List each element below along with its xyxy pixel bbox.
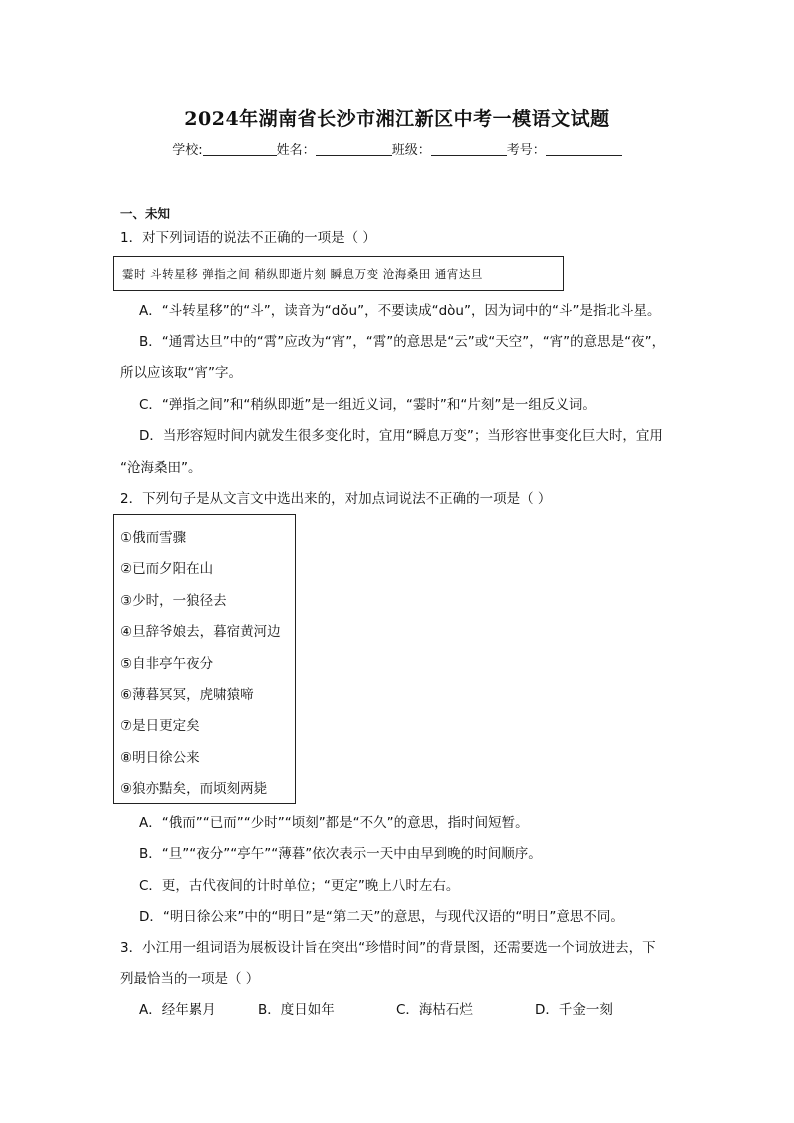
q1-word-list: 霎时 斗转星移 弹指之间 稍纵即逝片刻 瞬息万变 沧海桑田 通宵达旦	[122, 267, 483, 281]
q2-option-b[interactable]: B．“旦”“夜分”“亭午”“薄暮”依次表示一天中由早到晚的时间顺序。	[139, 846, 542, 862]
q2-sentence: ①俄而雪骤	[120, 530, 187, 546]
q1-option-c[interactable]: C．“弹指之间”和“稍纵即逝”是一组近义词，“霎时”和“片刻”是一组反义词。	[139, 397, 596, 413]
q2-sentence: ⑨狼亦黠矣，而顷刻两毙	[120, 781, 268, 797]
section-heading: 一、未知	[120, 206, 171, 221]
school-label: 学校:	[172, 143, 203, 158]
q2-sentence: ⑥薄暮冥冥，虎啸猿啼	[120, 687, 254, 703]
q2-sentence: ④旦辞爷娘去，暮宿黄河边	[120, 624, 281, 640]
q1-option-a[interactable]: A．“斗转星移”的“斗”，读音为“dǒu”，不要读成“dòu”，因为词中的“斗”是指北斗星。	[139, 303, 661, 319]
q1-option-b-cont: 所以应该取“宵”字。	[120, 365, 242, 381]
exam-no-blank[interactable]	[546, 142, 622, 156]
name-label: 姓名：	[276, 143, 316, 158]
q2-stem: 2．下列句子是从文言文中选出来的，对加点词说法不正确的一项是（ ）	[120, 491, 552, 507]
q1-option-d-cont: “沧海桑田”。	[120, 460, 202, 476]
q2-sentence: ⑤自非亭午夜分	[120, 656, 214, 672]
student-info-line	[0, 139, 794, 158]
q3-option-d[interactable]: D．千金一刻	[535, 1002, 613, 1018]
q2-sentence: ②已而夕阳在山	[120, 561, 214, 577]
q3-option-b[interactable]: B．度日如年	[258, 1002, 335, 1018]
name-blank[interactable]	[316, 142, 392, 156]
q2-sentence-box	[113, 514, 296, 804]
q3-option-c[interactable]: C．海枯石烂	[396, 1002, 473, 1018]
q1-option-d[interactable]: D．当形容短时间内就发生很多变化时，宜用“瞬息万变”；当形容世事变化巨大时，宜用	[139, 428, 663, 444]
q2-option-d[interactable]: D．“明日徐公来”中的“明日”是“第二天”的意思，与现代汉语的“明日”意思不同。	[139, 909, 624, 925]
class-blank[interactable]	[431, 142, 507, 156]
q2-sentence: ③少时，一狼径去	[120, 593, 227, 609]
q2-sentence: ⑦是日更定矣	[120, 718, 200, 734]
class-label: 班级：	[391, 143, 431, 158]
q2-option-a[interactable]: A．“俄而”“已而”“少时”“顷刻”都是“不久”的意思，指时间短暂。	[139, 815, 529, 831]
exam-no-label: 考号：	[506, 143, 546, 158]
q3-stem-cont: 列最恰当的一项是（ ）	[120, 971, 260, 987]
q3-stem: 3．小江用一组词语为展板设计旨在突出“珍惜时间”的背景图，还需要选一个词放进去，下	[120, 940, 656, 956]
q3-option-a[interactable]: A．经年累月	[139, 1002, 216, 1018]
exam-title: 2024年湖南省长沙市湘江新区中考一模语文试题	[184, 108, 610, 130]
q1-option-b[interactable]: B．“通霄达旦”中的“霄”应改为“宵”，“霄”的意思是“云”或“天空”，“宵”的意思是“夜”，	[139, 334, 666, 350]
q1-word-box	[113, 256, 564, 291]
q2-option-c[interactable]: C．更，古代夜间的计时单位；“更定”晚上八时左右。	[139, 878, 460, 894]
school-blank[interactable]	[203, 142, 277, 156]
q2-sentence: ⑧明日徐公来	[120, 750, 200, 766]
q1-stem: 1．对下列词语的说法不正确的一项是（ ）	[120, 230, 376, 246]
